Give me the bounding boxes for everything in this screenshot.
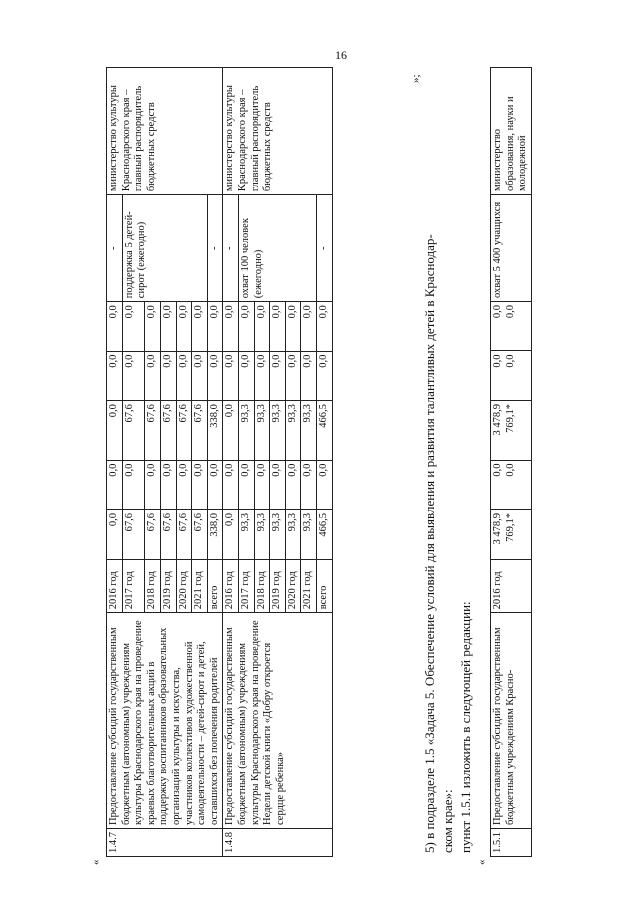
value-cell: 0,0 <box>316 302 332 351</box>
year-cell: 2019 год <box>270 559 286 613</box>
value-cell: 67,6 <box>192 510 208 560</box>
value-cell: 0,0 <box>238 351 254 400</box>
row-result: - <box>223 195 239 302</box>
value-cell: 93,3 <box>254 401 270 460</box>
row-description: Предоставление субсидий государственным бюджетным учреждениям Красно- <box>491 613 532 829</box>
value-cell: 0,0 <box>192 460 208 509</box>
value-cell: 0,0 0,0 <box>491 351 532 400</box>
value-cell: 0,0 <box>285 302 301 351</box>
row-number: 1.4.8 <box>223 829 332 857</box>
table-151 <box>490 67 532 857</box>
row-number: 1.4.7 <box>107 829 223 857</box>
value-cell: 0,0 <box>254 351 270 400</box>
row-result: - <box>316 195 332 302</box>
value-cell: 0,0 <box>316 351 332 400</box>
row-executor: министерство культуры Краснодарского края – главный распорядитель бюджетных средств <box>223 68 332 195</box>
value-cell: 67,6 <box>160 401 176 460</box>
value-cell: 338,0 <box>207 510 223 560</box>
year-cell: 2019 год <box>160 559 176 613</box>
value-cell: 0,0 <box>107 351 123 400</box>
year-cell: 2021 год <box>192 559 208 613</box>
value-cell: 0,0 <box>207 302 223 351</box>
row-description: Предоставление субсидий государственным бюджетным (автономным) учреждениям культуры Краснодарского края на проведение Недели детской книги «Добру откроется сердце ребенка» <box>223 613 332 829</box>
value-cell: 0,0 <box>122 460 145 509</box>
value-cell: 0,0 <box>122 302 145 351</box>
paragraph-line-2: ском крае»: <box>440 789 455 853</box>
value-cell: 3 478,9 769,1* <box>491 400 532 460</box>
value-cell: 0,0 <box>238 460 254 509</box>
value-cell: 0,0 <box>285 460 301 509</box>
row-executor: министерство культуры Краснодарского края – главный распорядитель бюджетных средств <box>107 68 223 195</box>
value-cell: 93,3 <box>285 510 301 560</box>
value-cell: 0,0 <box>316 460 332 509</box>
value-cell: 0,0 <box>160 302 176 351</box>
year-cell: всего <box>316 559 332 613</box>
value-cell: 466,5 <box>316 401 332 460</box>
value-cell: 0,0 <box>107 302 123 351</box>
value-cell: 67,6 <box>192 401 208 460</box>
value-cell: 93,3 <box>238 401 254 460</box>
value-cell: 0,0 <box>122 351 145 400</box>
value-cell: 67,6 <box>122 510 145 560</box>
value-cell: 67,6 <box>176 401 192 460</box>
value-cell: 93,3 <box>285 401 301 460</box>
value-cell: 0,0 <box>270 351 286 400</box>
row-executor: министерство образования, науки и молодежной <box>491 68 532 195</box>
table-row <box>107 68 123 857</box>
value-cell: 0,0 <box>176 460 192 509</box>
value-cell: 0,0 <box>254 460 270 509</box>
table-row <box>223 68 239 857</box>
value-cell: 0,0 <box>285 351 301 400</box>
value-cell: 466,5 <box>316 510 332 560</box>
year-cell: всего <box>207 559 223 613</box>
row-result: - <box>107 195 123 302</box>
close-quote: »; <box>410 74 422 83</box>
page-number: 16 <box>335 48 347 62</box>
value-cell: 0,0 <box>160 460 176 509</box>
row-description: Предоставление субсидий государственным бюджетным (автономным) учреждениям культуры Краснодарского края на проведение краевых благотворительных акций в поддержку воспитанников образовательных организаций культуры и искусства, участников коллективов художественной самодеятельности – детей-сирот и детей, оставшихся без попечения родителей <box>107 613 223 829</box>
row-year: 2016 год <box>491 559 532 613</box>
row-result: поддержка 5 детей-сирот (ежегодно) <box>122 195 207 302</box>
year-cell: 2020 год <box>176 559 192 613</box>
value-cell: 0,0 <box>145 460 161 509</box>
value-cell: 0,0 <box>223 401 239 460</box>
table-row <box>491 68 532 857</box>
row-number: 1.5.1 <box>491 829 532 857</box>
year-cell: 2018 год <box>145 559 161 613</box>
value-cell: 67,6 <box>160 510 176 560</box>
value-cell: 0,0 <box>254 302 270 351</box>
year-cell: 2016 год <box>107 559 123 613</box>
value-cell: 93,3 <box>270 510 286 560</box>
open-quote-2: « <box>476 859 488 865</box>
value-cell: 0,0 <box>192 302 208 351</box>
value-cell: 0,0 <box>192 351 208 400</box>
value-cell: 67,6 <box>176 510 192 560</box>
value-cell: 3 478,9 769,1* <box>491 510 532 560</box>
value-cell: 67,6 <box>122 401 145 460</box>
value-cell: 0,0 <box>270 460 286 509</box>
year-cell: 2018 год <box>254 559 270 613</box>
value-cell: 0,0 0,0 <box>491 302 532 351</box>
value-cell: 338,0 <box>207 401 223 460</box>
paragraph-line-1: 5) в подразделе 1.5 «Задача 5. Обеспечение условий для выявления и развития талантливых детей в Краснодар- <box>422 234 437 853</box>
row-result: охват 5 400 учащихся <box>491 195 532 302</box>
value-cell: 93,3 <box>301 510 317 560</box>
value-cell: 0,0 <box>223 302 239 351</box>
value-cell: 0,0 <box>145 351 161 400</box>
value-cell: 0,0 <box>238 302 254 351</box>
open-quote: « <box>90 859 102 865</box>
value-cell: 0,0 <box>301 460 317 509</box>
rotated-content <box>90 57 602 865</box>
value-cell: 0,0 <box>223 460 239 509</box>
value-cell: 0,0 <box>223 510 239 560</box>
value-cell: 0,0 <box>160 351 176 400</box>
value-cell: 0,0 <box>207 351 223 400</box>
row-result: охват 100 человек (ежегодно) <box>238 195 316 302</box>
value-cell: 0,0 0,0 <box>491 460 532 509</box>
value-cell: 0,0 <box>301 351 317 400</box>
year-cell: 2021 год <box>301 559 317 613</box>
value-cell: 0,0 <box>107 510 123 560</box>
program-table <box>106 67 333 857</box>
paragraph-line-3: пункт 1.5.1 изложить в следующей редакции: <box>458 601 473 853</box>
value-cell: 67,6 <box>145 401 161 460</box>
value-cell: 0,0 <box>107 401 123 460</box>
value-cell: 0,0 <box>176 302 192 351</box>
year-cell: 2020 год <box>285 559 301 613</box>
value-cell: 0,0 <box>107 460 123 509</box>
value-cell: 0,0 <box>223 351 239 400</box>
year-cell: 2017 год <box>238 559 254 613</box>
value-cell: 0,0 <box>301 302 317 351</box>
value-cell: 0,0 <box>145 302 161 351</box>
year-cell: 2016 год <box>223 559 239 613</box>
value-cell: 93,3 <box>270 401 286 460</box>
value-cell: 67,6 <box>145 510 161 560</box>
value-cell: 0,0 <box>176 351 192 400</box>
row-result: - <box>207 195 223 302</box>
value-cell: 0,0 <box>270 302 286 351</box>
year-cell: 2017 год <box>122 559 145 613</box>
value-cell: 93,3 <box>254 510 270 560</box>
value-cell: 93,3 <box>238 510 254 560</box>
value-cell: 93,3 <box>301 401 317 460</box>
value-cell: 0,0 <box>207 460 223 509</box>
